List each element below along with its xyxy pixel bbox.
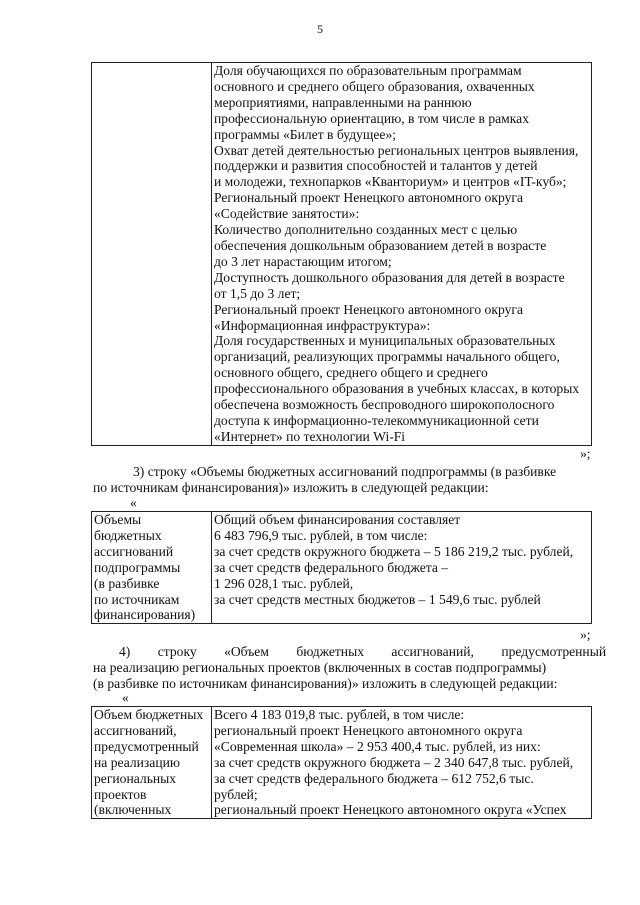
row-label-line: на реализацию	[94, 754, 181, 770]
paragraph-3	[93, 464, 590, 496]
row-label-line: (включенных	[94, 802, 172, 818]
table-line: «Интернет» по технологии Wi-Fi	[214, 428, 406, 444]
table-line: 6 483 796,9 тыс. рублей, в том числе:	[214, 527, 428, 543]
table-cell-left	[92, 63, 212, 446]
row-label-line: финансирования)	[94, 607, 196, 623]
table-line: Региональный проект Ненецкого автономного округа	[214, 190, 523, 206]
row-label-line: ассигнований	[94, 543, 174, 559]
paragraph-line: на реализацию региональных проектов (включенных в состав подпрограммы)	[93, 660, 547, 675]
row-label-line: региональных	[94, 770, 177, 786]
opening-quote: «	[122, 690, 129, 705]
table-line: 1 296 028,1 тыс. рублей,	[214, 575, 354, 591]
table-line: за счет средств федерального бюджета –	[214, 559, 449, 575]
table-row	[92, 707, 592, 819]
table-line: Количество дополнительно созданных мест с целью	[214, 222, 518, 238]
table-line: Доступность дошкольного образования для детей в возрасте	[214, 269, 565, 285]
regional-projects-table	[91, 706, 592, 819]
table-line: профессионального образования в учебных классах, в которых	[214, 381, 580, 397]
indicators-table	[91, 62, 592, 446]
table-line: региональный проект Ненецкого автономного округа «Успех	[214, 802, 567, 818]
table-line: за счет средств окружного бюджета – 2 340 647,8 тыс. рублей,	[214, 754, 574, 770]
table-line: профессиональную ориентацию, в том числе в рамках	[214, 110, 529, 126]
table-cell-left	[92, 512, 212, 624]
table-cell-left	[92, 707, 212, 819]
table-line: Охват детей деятельностью региональных центров выявления,	[214, 142, 579, 158]
table-line: за счет средств федерального бюджета – 612 752,6 тыс.	[214, 770, 534, 786]
paragraph-line: (в разбивке по источникам финансирования)» изложить в следующей редакции:	[93, 676, 558, 691]
table-line: рублей;	[214, 786, 258, 802]
row-label-line: Объем бюджетных	[94, 707, 204, 722]
table-line: обеспечена возможность беспроводного широкополосного	[214, 397, 555, 413]
row-label-line: подпрограммы	[94, 559, 181, 575]
table-line: поддержки и развития способностей и талантов у детей	[214, 158, 538, 174]
closing-quote: »;	[580, 627, 591, 642]
table-line: «Содействие занятости»:	[214, 206, 360, 222]
row-label-line: (в разбивке	[94, 575, 160, 591]
closing-quote: »;	[580, 446, 591, 461]
opening-quote: «	[130, 495, 137, 510]
table-line: основного и среднего общего образования, охваченных	[214, 78, 535, 94]
table-cell-right	[212, 512, 592, 624]
table-line: организаций, реализующих программы начального общего,	[214, 349, 560, 365]
page-number: 5	[317, 22, 323, 36]
table-cell-right	[212, 707, 592, 819]
row-label-line: предусмотренный	[94, 738, 199, 754]
row-label-line: бюджетных	[94, 527, 162, 543]
table-line: Региональный проект Ненецкого автономного округа	[214, 301, 523, 317]
paragraph-line: по источникам финансирования)» изложить в следующей редакции:	[93, 480, 489, 495]
row-label-line: по источникам	[94, 591, 180, 607]
row-label-line: ассигнований,	[94, 722, 177, 738]
table-cell-right	[212, 63, 592, 446]
table-line: Доля обучающихся по образовательным программам	[214, 63, 522, 78]
row-label-line: Объемы	[94, 512, 142, 527]
table-line: Общий объем финансирования составляет	[214, 512, 461, 527]
table-line: «Информационная инфраструктура»:	[214, 317, 431, 333]
table-line: и молодежи, технопарков «Кванториум» и центров «IT-куб»;	[214, 174, 567, 190]
paragraph-line: 4) строку «Объем бюджетных ассигнований, предусмотренный	[119, 644, 607, 659]
table-line: за счет средств окружного бюджета – 5 186 219,2 тыс. рублей,	[214, 543, 574, 559]
table-line: от 1,5 до 3 лет;	[214, 285, 301, 301]
table-line: Всего 4 183 019,8 тыс. рублей, в том числе:	[214, 707, 465, 722]
table-line: доступа к информационно-телекоммуникационной сети	[214, 412, 539, 428]
table-line: Доля государственных и муниципальных образовательных	[214, 333, 556, 349]
table-row	[92, 63, 592, 446]
table-line: основного общего, среднего общего и среднего	[214, 365, 488, 381]
budget-table	[91, 511, 592, 624]
table-line: «Современная школа» – 2 953 400,4 тыс. рублей, из них:	[214, 738, 541, 754]
paragraph-4	[93, 644, 607, 692]
table-line: мероприятиями, направленными на раннюю	[214, 94, 472, 110]
table-row	[92, 512, 592, 624]
table-line: до 3 лет нарастающим итогом;	[214, 253, 392, 269]
row-label-line: проектов	[94, 786, 147, 802]
table-line: обеспечения дошкольным образованием детей в возрасте	[214, 237, 547, 253]
table-line: региональный проект Ненецкого автономного округа	[214, 722, 523, 738]
paragraph-line: 3) строку «Объемы бюджетных ассигнований подпрограммы (в разбивке	[133, 464, 557, 479]
table-line: программы «Билет в будущее»;	[214, 126, 397, 142]
table-line: за счет средств местных бюджетов – 1 549,6 тыс. рублей	[214, 591, 541, 607]
